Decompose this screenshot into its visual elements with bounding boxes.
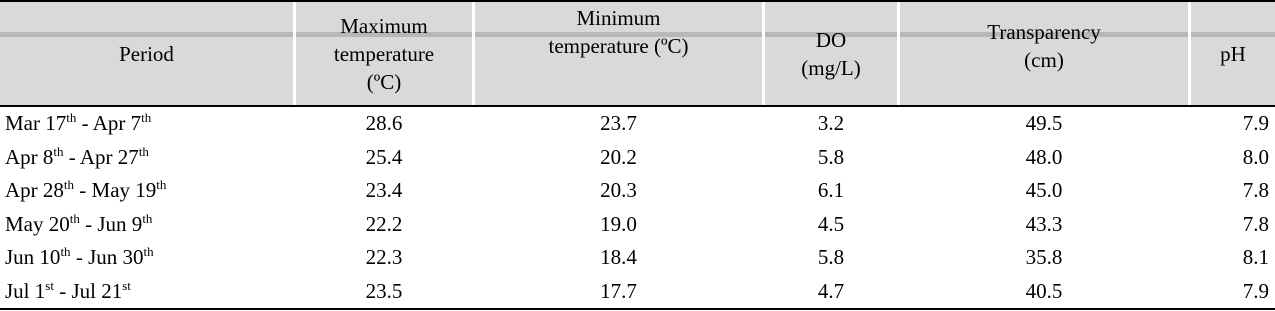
cell-do: 3.2 xyxy=(817,111,845,135)
header-max-temperature-line: (ºC) xyxy=(366,69,402,94)
period-start: Apr 28 xyxy=(5,178,64,202)
period-start-suffix: th xyxy=(60,244,71,259)
period-separator: - xyxy=(79,211,98,236)
period-start: Apr 8 xyxy=(5,144,54,169)
period-separator: - xyxy=(63,144,80,169)
cell-max-temperature: 23.4 xyxy=(365,178,403,202)
header-transparency-line: (cm) xyxy=(1024,48,1064,72)
header-max-temperature-line: temperature xyxy=(333,41,435,66)
period-separator: - xyxy=(76,111,93,135)
header-min-temperature-line: Minimum xyxy=(576,6,661,30)
bottom-rule xyxy=(0,308,1275,310)
cell-do: 4.7 xyxy=(817,278,845,303)
cell-transparency: 40.5 xyxy=(1025,278,1063,303)
header-period-label: Period xyxy=(119,41,174,66)
period-end: Jun 30 xyxy=(88,245,144,269)
header-transparency xyxy=(900,2,1188,105)
table-row xyxy=(0,241,1275,274)
header-ph xyxy=(1191,2,1275,105)
cell-ph: 7.8 xyxy=(1242,211,1269,236)
cell-ph: 7.9 xyxy=(1242,278,1269,303)
cell-ph: 7.9 xyxy=(1242,111,1269,135)
period-end-suffix: th xyxy=(141,110,152,125)
cell-period xyxy=(5,107,151,140)
period-end: Apr 7 xyxy=(92,111,142,135)
table-row xyxy=(0,107,1275,140)
cell-max-temperature: 28.6 xyxy=(365,111,403,135)
period-start-suffix: st xyxy=(45,277,54,293)
header-transparency-line: Transparency xyxy=(987,20,1101,44)
period-end-suffix: th xyxy=(138,143,149,159)
cell-do: 5.8 xyxy=(817,245,845,269)
cell-max-temperature: 22.2 xyxy=(365,211,403,236)
cell-max-temperature: 22.3 xyxy=(365,245,403,269)
period-separator: - xyxy=(74,178,92,202)
cell-period xyxy=(5,275,131,308)
cell-min-temperature: 17.7 xyxy=(600,278,637,303)
cell-min-temperature: 20.3 xyxy=(600,178,637,202)
period-end: Jul 21 xyxy=(71,278,123,303)
cell-transparency: 49.5 xyxy=(1025,111,1063,135)
period-end-suffix: th xyxy=(143,244,154,259)
period-end-suffix: st xyxy=(122,277,131,293)
header-do xyxy=(765,2,897,105)
cell-ph: 7.8 xyxy=(1242,178,1269,202)
table-row xyxy=(0,208,1275,241)
cell-do: 6.1 xyxy=(817,178,845,202)
period-start-suffix: th xyxy=(69,210,80,226)
table-row xyxy=(0,275,1275,308)
cell-min-temperature: 18.4 xyxy=(600,245,637,269)
cell-do: 4.5 xyxy=(817,211,845,236)
header-max-temperature-line: Maximum xyxy=(340,13,428,38)
header-do-line: DO xyxy=(815,27,847,52)
cell-transparency: 45.0 xyxy=(1025,178,1063,202)
period-start: Jun 10 xyxy=(5,245,61,269)
cell-transparency: 48.0 xyxy=(1025,144,1063,169)
period-end: May 19 xyxy=(91,178,157,202)
period-end-suffix: th xyxy=(156,177,167,192)
cell-ph: 8.0 xyxy=(1242,144,1269,169)
cell-min-temperature: 23.7 xyxy=(600,111,637,135)
period-separator: - xyxy=(53,278,72,303)
period-end: Jun 9 xyxy=(97,211,143,236)
cell-period xyxy=(5,241,154,274)
cell-max-temperature: 25.4 xyxy=(365,144,403,169)
table-row xyxy=(0,174,1275,207)
period-separator: - xyxy=(70,245,89,269)
header-ph-label: pH xyxy=(1220,41,1246,66)
cell-period xyxy=(5,141,149,174)
cell-min-temperature: 20.2 xyxy=(600,144,637,169)
period-start-suffix: th xyxy=(63,177,75,192)
cell-max-temperature: 23.5 xyxy=(365,278,403,303)
cell-period xyxy=(5,208,152,241)
period-start-suffix: th xyxy=(53,143,64,159)
cell-min-temperature: 19.0 xyxy=(600,211,637,236)
period-end: Apr 27 xyxy=(79,144,139,169)
cell-period xyxy=(5,174,166,207)
period-end-suffix: th xyxy=(142,210,153,226)
period-start-suffix: th xyxy=(66,110,77,125)
header-min-temperature xyxy=(475,2,762,105)
cell-transparency: 35.8 xyxy=(1025,245,1063,269)
cell-transparency: 43.3 xyxy=(1025,211,1063,236)
header-min-temperature-line: temperature (ºC) xyxy=(548,34,689,58)
cell-do: 5.8 xyxy=(817,144,845,169)
period-start: Mar 17 xyxy=(5,111,67,135)
header-period xyxy=(0,2,293,105)
cell-ph: 8.1 xyxy=(1242,245,1269,269)
period-start: Jul 1 xyxy=(5,278,46,303)
table-row xyxy=(0,141,1275,174)
period-start: May 20 xyxy=(5,211,70,236)
header-do-line: (mg/L) xyxy=(801,55,861,80)
header-max-temperature xyxy=(296,2,472,105)
